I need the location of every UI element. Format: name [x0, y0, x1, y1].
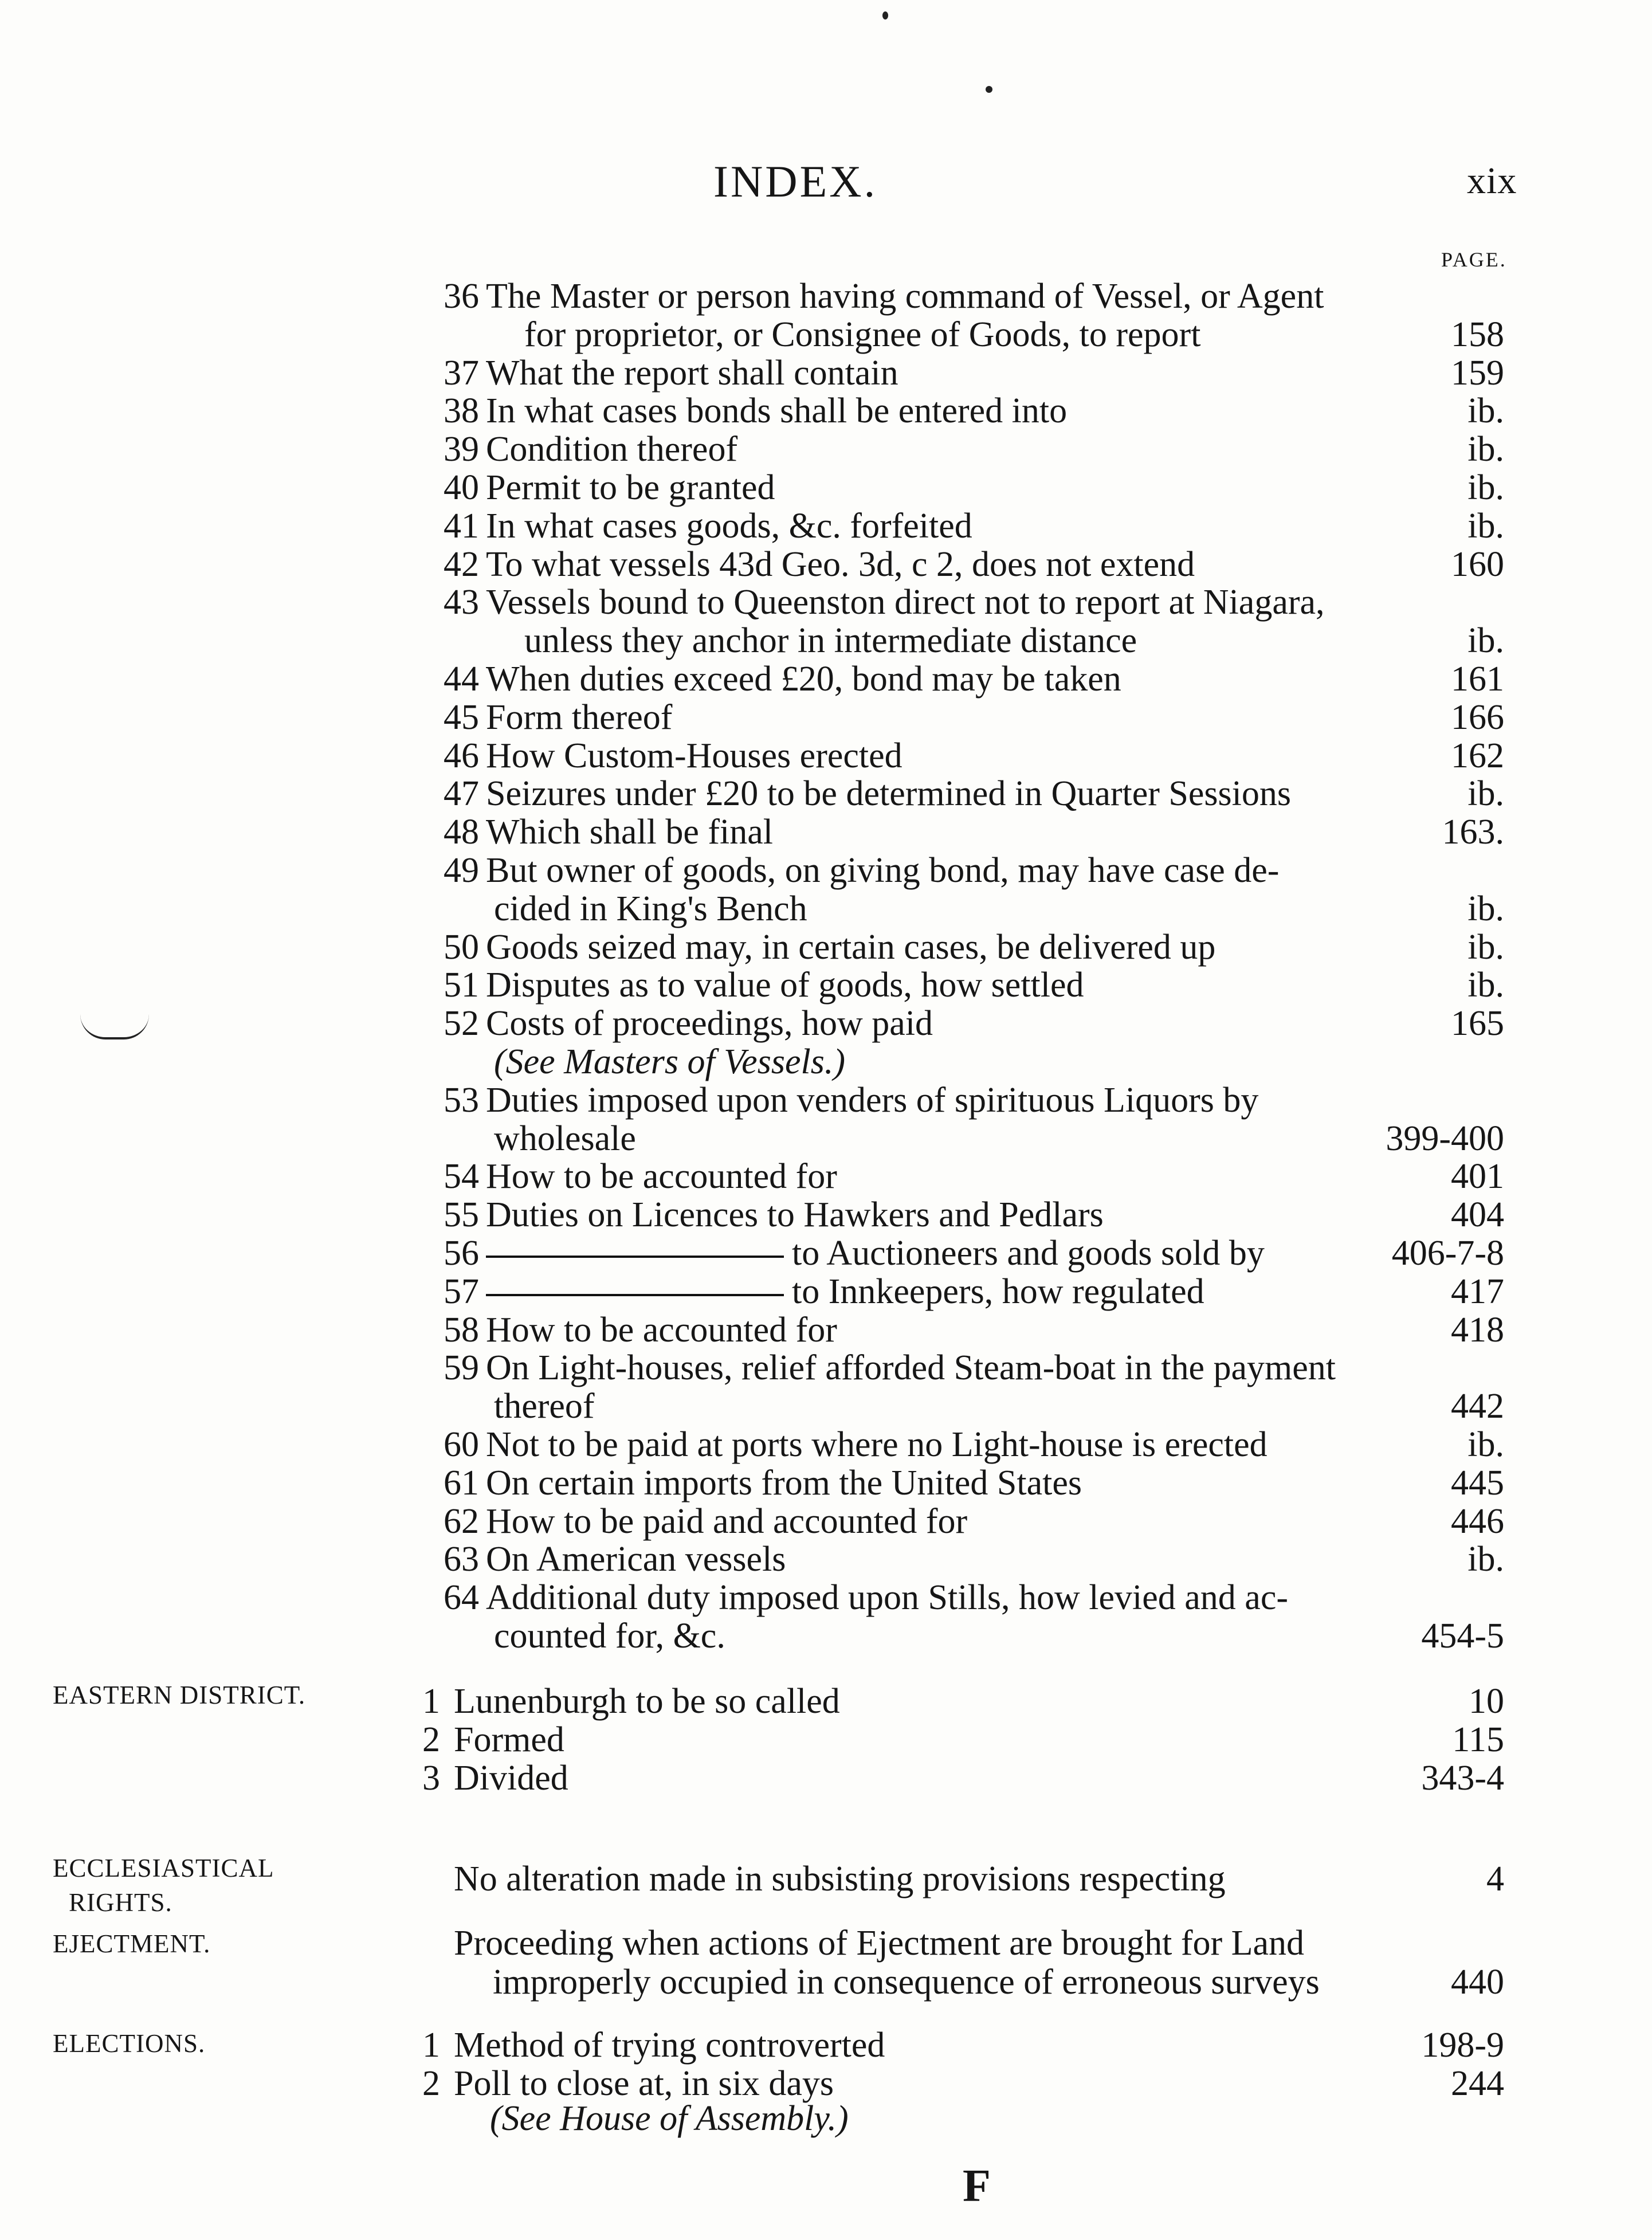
entry-number: 41 — [444, 507, 479, 546]
entry-number: 44 — [444, 660, 479, 699]
elections-see-also — [0, 2100, 1652, 2137]
entry-number: 49 — [444, 851, 479, 890]
entry-text — [486, 392, 1067, 430]
index-entry-line — [0, 1349, 1652, 1387]
entry-text: No alteration made in subsisting provisions respecting — [454, 1860, 1226, 1898]
entry-page: 161 — [1451, 660, 1504, 699]
entry-text — [486, 354, 898, 392]
entry-text — [486, 928, 1215, 966]
entry-page: 440 — [1451, 1963, 1504, 2002]
entry-text-content: thereof — [494, 1387, 595, 1426]
entry-number: 60 — [444, 1425, 479, 1464]
index-entry-line — [0, 1759, 1652, 1797]
index-entry-line — [0, 852, 1652, 889]
entry-text — [486, 966, 1084, 1004]
page-number: xix — [1467, 160, 1517, 202]
entry-number: 64 — [444, 1578, 479, 1617]
category-elections: ELECTIONS. — [53, 2029, 206, 2058]
entry-number: 3 — [422, 1759, 440, 1798]
entry-text-content: On American vessels — [486, 1540, 786, 1579]
category-ecclesiastical-line1: ECCLESIASTICAL — [53, 1854, 274, 1882]
index-entry-line — [0, 277, 1652, 315]
entry-text-content: But owner of goods, on giving bond, may have case de- — [486, 851, 1280, 890]
entry-number: 37 — [444, 354, 479, 393]
entry-text — [486, 1158, 837, 1195]
category-ecclesiastical-line2: RIGHTS. — [69, 1888, 172, 1917]
entry-text — [486, 660, 1121, 698]
entry-text-content: How Custom-Houses erected — [486, 736, 902, 775]
entry-number: 36 — [444, 277, 479, 316]
entry-text: Poll to close at, in six days — [454, 2064, 834, 2103]
index-entry-line — [0, 1311, 1652, 1349]
entry-text-content: In what cases bonds shall be entered into — [486, 391, 1068, 430]
entry-number: 40 — [444, 468, 479, 507]
entry-text — [494, 1617, 725, 1655]
entry-text-content: counted for, &c. — [494, 1617, 725, 1656]
entry-text — [494, 1120, 636, 1158]
entry-text — [494, 1387, 595, 1425]
ink-speck — [986, 86, 992, 93]
entry-text — [486, 1311, 837, 1349]
entry-number: 42 — [444, 545, 479, 584]
entry-text-content: cided in King's Bench — [494, 889, 807, 928]
ecclesiastical-entry — [0, 1860, 1652, 1898]
entry-number: 57 — [444, 1272, 479, 1311]
entry-text-content: Goods seized may, in certain cases, be delivered up — [486, 928, 1216, 967]
entry-number: 1 — [422, 2026, 440, 2065]
entry-text — [486, 583, 1325, 621]
entry-text: Lunenburgh to be so called — [454, 1682, 840, 1721]
entry-text — [486, 737, 902, 775]
entry-text — [524, 316, 1200, 354]
index-entry-line — [0, 622, 1652, 660]
entry-page: 446 — [1451, 1502, 1504, 1541]
entry-text-content: Condition thereof — [486, 430, 738, 469]
entry-page: 115 — [1452, 1720, 1504, 1759]
entry-text-content: On Light-houses, relief afforded Steam-boat in the payment — [486, 1348, 1336, 1387]
index-entry-line — [0, 430, 1652, 468]
entry-text-content: (See Masters of Vessels.) — [494, 1042, 845, 1081]
entry-number: 38 — [444, 391, 479, 430]
entry-number: 52 — [444, 1004, 479, 1043]
entry-text — [486, 775, 1291, 813]
entry-text-content: How to be paid and accounted for — [486, 1502, 968, 1541]
entry-text-content: Additional duty imposed upon Stills, how levied and ac- — [486, 1578, 1288, 1617]
entry-number: 62 — [444, 1502, 479, 1541]
entry-text — [486, 1503, 967, 1540]
index-entry-line — [0, 1464, 1652, 1502]
index-entry-line — [0, 775, 1652, 813]
entry-text-content: wholesale — [494, 1119, 636, 1158]
index-entry-line — [0, 354, 1652, 392]
entry-text — [494, 1043, 845, 1081]
entry-page: 399-400 — [1386, 1119, 1504, 1158]
index-entry-line — [0, 583, 1652, 621]
index-entry-line — [0, 392, 1652, 430]
entry-text-content: What the report shall contain — [486, 354, 898, 393]
entry-text-content: Not to be paid at ports where no Light-house is erected — [486, 1425, 1268, 1464]
entry-text — [486, 546, 1195, 583]
index-entry-line — [0, 1120, 1652, 1158]
entry-number: 53 — [444, 1081, 479, 1120]
entry-text-content: When duties exceed £20, bond may be taken — [486, 660, 1121, 699]
entry-page: ib. — [1467, 928, 1504, 967]
entry-number: 1 — [422, 1682, 440, 1721]
entry-text-content: to Auctioneers and goods sold by — [792, 1234, 1265, 1273]
entry-number: 63 — [444, 1540, 479, 1579]
entry-text-content: To what vessels 43d Geo. 3d, c 2, does not extend — [486, 545, 1195, 584]
entry-page: 454-5 — [1421, 1617, 1504, 1656]
entry-text-content: How to be accounted for — [486, 1311, 837, 1350]
entry-text-content: Duties on Licences to Hawkers and Pedlars — [486, 1195, 1104, 1234]
entry-page: 165 — [1451, 1004, 1504, 1043]
entry-number: 61 — [444, 1464, 479, 1503]
entry-text-content: Costs of proceedings, how paid — [486, 1004, 933, 1043]
ejectment-entry-line2 — [0, 1963, 1652, 2001]
entry-text — [486, 1196, 1104, 1234]
entry-page: 244 — [1451, 2064, 1504, 2103]
entry-text-content: Duties imposed upon venders of spirituous Liquors by — [486, 1081, 1259, 1120]
index-entry-line — [0, 2065, 1652, 2102]
index-entry-line — [0, 2026, 1652, 2064]
entry-number: 58 — [444, 1311, 479, 1350]
entry-number: 54 — [444, 1157, 479, 1196]
index-entry-line — [0, 546, 1652, 583]
entry-text — [486, 1579, 1288, 1617]
entry-text — [486, 1273, 1204, 1311]
entry-number: 55 — [444, 1195, 479, 1234]
ink-speck — [882, 11, 888, 19]
category-eastern-district: EASTERN DISTRICT. — [53, 1681, 306, 1709]
page-column-heading: PAGE. — [1441, 248, 1507, 271]
entry-page: 163. — [1442, 813, 1504, 852]
index-entry-line — [0, 1234, 1652, 1272]
entry-text — [486, 1540, 786, 1578]
entry-text — [486, 852, 1279, 889]
entry-page: ib. — [1467, 889, 1504, 928]
entry-text — [524, 622, 1137, 660]
index-entry-line — [0, 699, 1652, 736]
index-entry-line — [0, 1503, 1652, 1540]
entry-page: 160 — [1451, 545, 1504, 584]
entry-text — [486, 430, 737, 468]
index-entry-line — [0, 890, 1652, 928]
entry-text — [486, 469, 775, 507]
entry-text — [486, 1349, 1336, 1387]
entry-page: ib. — [1467, 1540, 1504, 1579]
entry-page: ib. — [1467, 966, 1504, 1005]
entry-text-content: Form thereof — [486, 698, 673, 737]
entry-number: 39 — [444, 430, 479, 469]
entry-page: ib. — [1467, 468, 1504, 507]
index-entry-line — [0, 1721, 1652, 1759]
entry-text-content: for proprietor, or Consignee of Goods, to report — [524, 315, 1201, 354]
entry-text-content: Which shall be final — [486, 813, 773, 852]
index-entry-line — [0, 1158, 1652, 1195]
entry-text — [486, 1426, 1268, 1464]
index-entry-line — [0, 1426, 1652, 1464]
index-entry-line — [0, 1005, 1652, 1042]
entry-text — [486, 277, 1324, 315]
ejectment-entry-line1 — [0, 1924, 1652, 1962]
entry-number: 46 — [444, 736, 479, 775]
index-entry-line — [0, 1682, 1652, 1720]
entry-text-content: In what cases goods, &c. forfeited — [486, 507, 972, 546]
index-entry-line — [0, 813, 1652, 851]
entry-number: 45 — [444, 698, 479, 737]
index-entry-line — [0, 928, 1652, 966]
entry-text-content: Disputes as to value of goods, how settled — [486, 966, 1084, 1005]
entry-number: 59 — [444, 1348, 479, 1387]
index-entry-line — [0, 966, 1652, 1004]
entry-text-content: The Master or person having command of Vessel, or Agent — [486, 277, 1324, 316]
entry-text — [486, 1005, 933, 1042]
entry-text-content: Permit to be granted — [486, 468, 775, 507]
entry-page: 166 — [1451, 698, 1504, 737]
entry-page: 406-7-8 — [1391, 1234, 1504, 1273]
category-ejectment: EJECTMENT. — [53, 1929, 211, 1958]
entry-number: 56 — [444, 1234, 479, 1273]
index-entry-line — [0, 1196, 1652, 1234]
entry-text: Divided — [454, 1759, 568, 1798]
entry-page: ib. — [1467, 391, 1504, 430]
signature-mark: F — [963, 2161, 991, 2211]
ditto-rule — [486, 1256, 784, 1258]
index-entry-line — [0, 1579, 1652, 1617]
entry-text: improperly occupied in consequence of erroneous surveys — [493, 1963, 1320, 2002]
entry-text: Proceeding when actions of Ejectment are brought for Land — [454, 1924, 1305, 1963]
entry-page: 158 — [1451, 315, 1504, 354]
entry-page: 343-4 — [1421, 1759, 1504, 1798]
index-entry-line — [0, 1387, 1652, 1425]
index-entry-line — [0, 660, 1652, 698]
entry-page: ib. — [1467, 430, 1504, 469]
entry-page: 417 — [1451, 1272, 1504, 1311]
index-entry-line — [0, 737, 1652, 775]
index-entry-line — [0, 1043, 1652, 1081]
entry-page: 404 — [1451, 1195, 1504, 1234]
entry-page: 4 — [1486, 1860, 1504, 1898]
entry-text-content: unless they anchor in intermediate distance — [524, 621, 1137, 660]
entry-text — [486, 1081, 1258, 1119]
entry-page: 10 — [1469, 1682, 1504, 1721]
entry-page: 159 — [1451, 354, 1504, 393]
entry-text — [486, 699, 672, 736]
entry-page: 162 — [1451, 736, 1504, 775]
entry-page: 198-9 — [1421, 2026, 1504, 2065]
entry-text: Method of trying controverted — [454, 2026, 885, 2065]
entry-number: 2 — [422, 1720, 440, 1759]
index-entry-line — [0, 1540, 1652, 1578]
index-entry-line — [0, 507, 1652, 545]
entry-number: 43 — [444, 583, 479, 622]
entry-text — [486, 507, 972, 545]
entry-page: ib. — [1467, 507, 1504, 546]
entry-page: 445 — [1451, 1464, 1504, 1503]
entry-page: 401 — [1451, 1157, 1504, 1196]
index-entry-line — [0, 469, 1652, 507]
entry-number: 51 — [444, 966, 479, 1005]
entry-page: 442 — [1451, 1387, 1504, 1426]
index-entry-line — [0, 1273, 1652, 1311]
entry-text — [486, 1464, 1082, 1502]
entry-text — [486, 1234, 1265, 1272]
entry-page: 418 — [1451, 1311, 1504, 1350]
index-entry-line — [0, 1081, 1652, 1119]
entry-page: ib. — [1467, 774, 1504, 813]
entry-number: 48 — [444, 813, 479, 852]
entry-text-content: On certain imports from the United States — [486, 1464, 1082, 1503]
entry-text-content: How to be accounted for — [486, 1157, 837, 1196]
entry-text-content: to Innkeepers, how regulated — [792, 1272, 1204, 1311]
entry-page: ib. — [1467, 1425, 1504, 1464]
index-entry-line — [0, 1617, 1652, 1655]
entry-number: 50 — [444, 928, 479, 967]
entry-text-content: Seizures under £20 to be determined in Quarter Sessions — [486, 774, 1291, 813]
entry-text — [486, 813, 773, 851]
page-title: INDEX. — [713, 156, 878, 206]
entry-text: Formed — [454, 1720, 564, 1759]
index-entry-line — [0, 316, 1652, 354]
entry-text — [494, 890, 807, 928]
entry-text-content: Vessels bound to Queenston direct not to report at Niagara, — [486, 583, 1325, 622]
see-also-note: (See House of Assembly.) — [490, 2099, 849, 2138]
entry-page: ib. — [1467, 621, 1504, 660]
ditto-rule — [486, 1294, 784, 1296]
entry-number: 47 — [444, 774, 479, 813]
entry-number: 2 — [422, 2064, 440, 2103]
